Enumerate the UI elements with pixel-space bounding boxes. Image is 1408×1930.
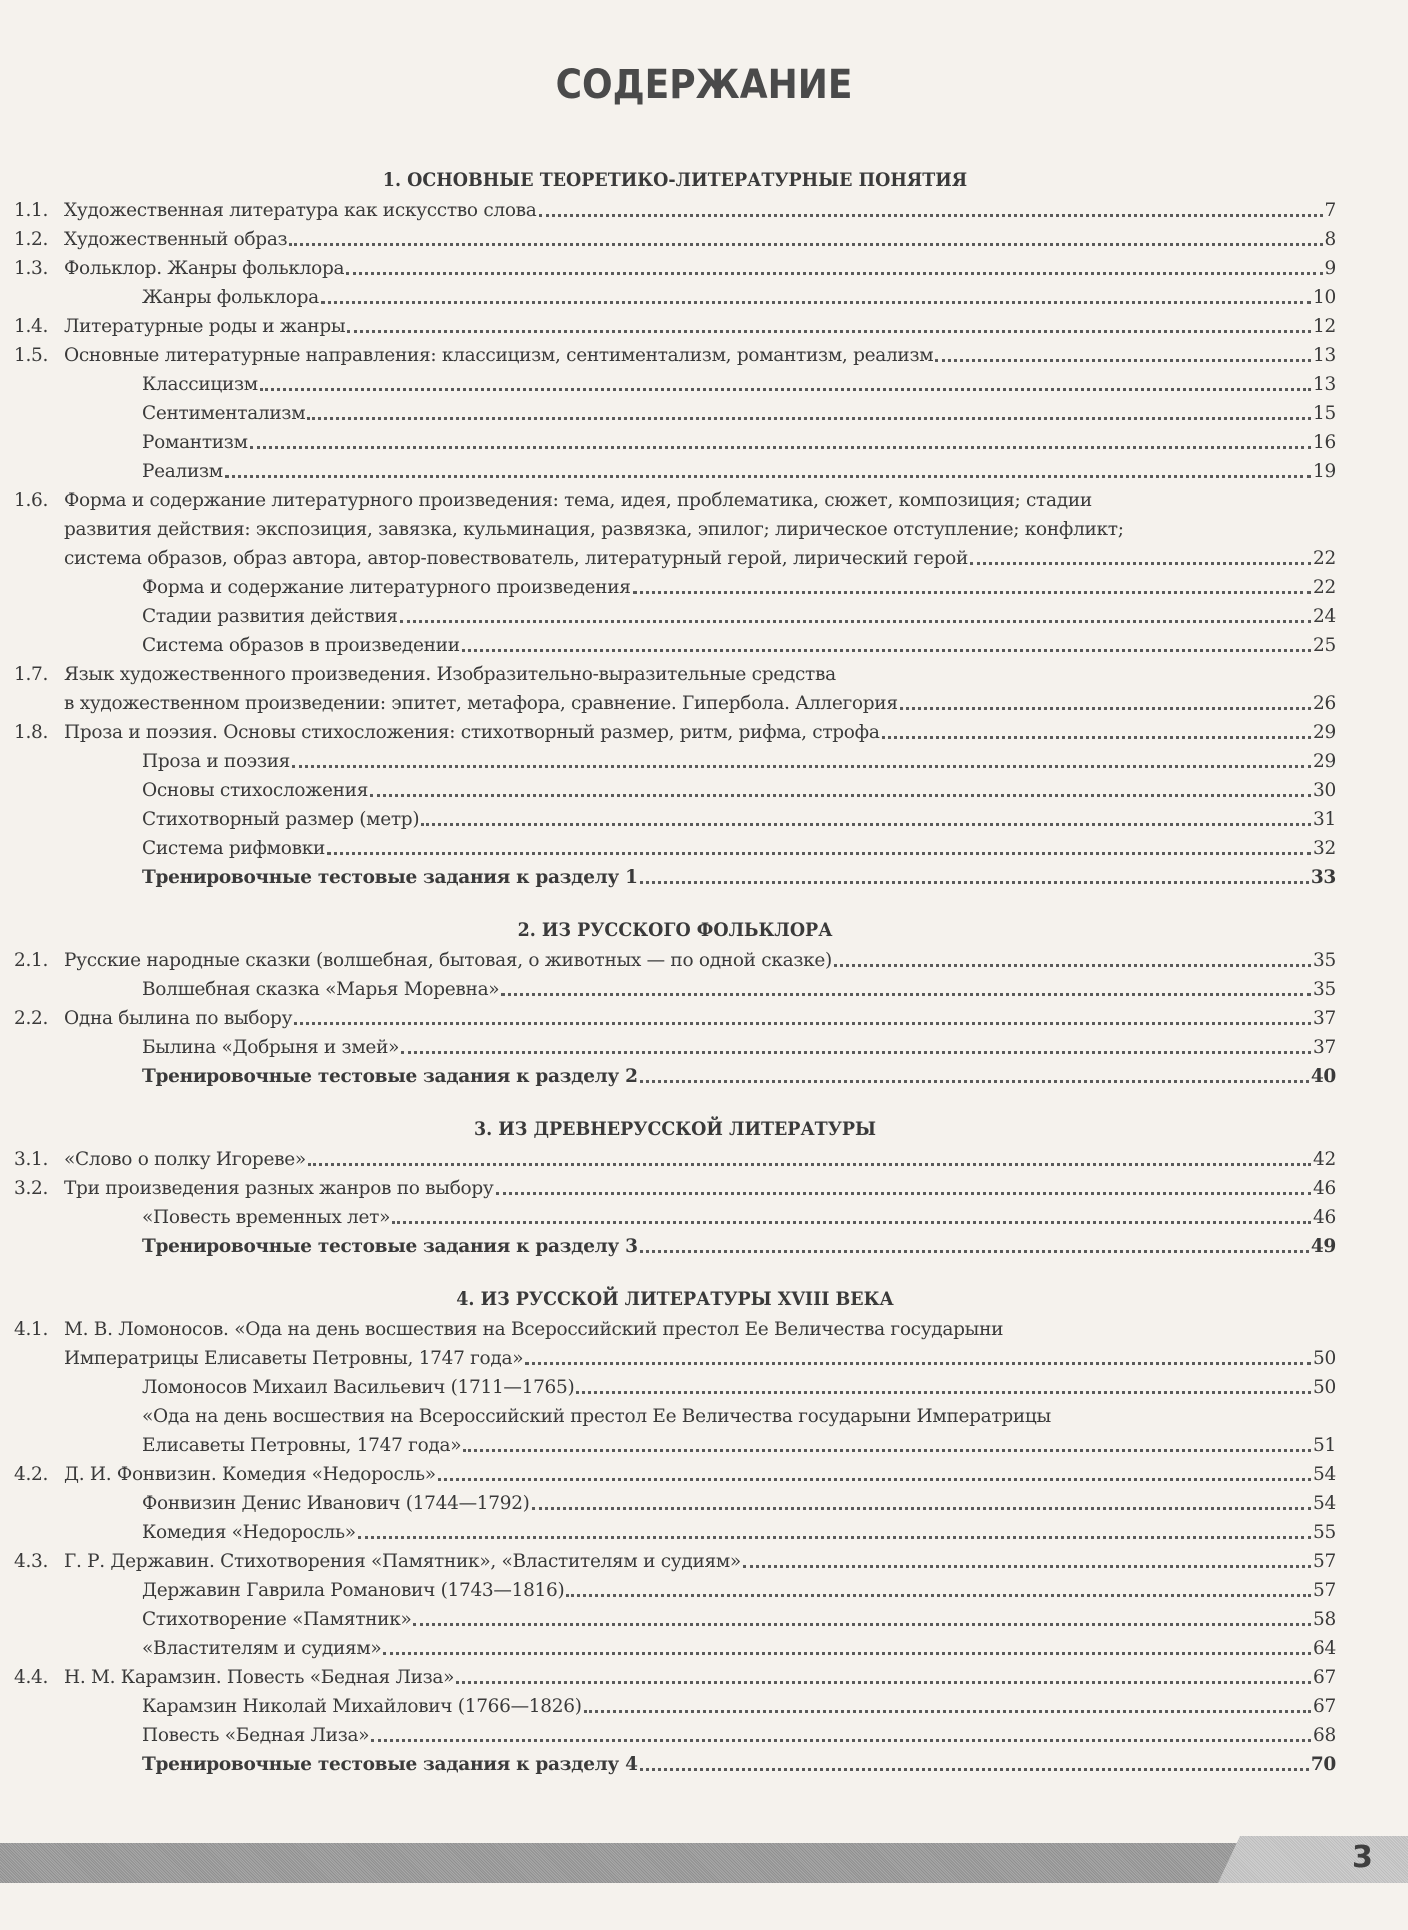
toc-subentry[interactable] xyxy=(14,1402,1336,1460)
toc-page-number: 68 xyxy=(1313,1725,1336,1746)
dot-leader xyxy=(576,1390,1311,1394)
section-heading: 3. ИЗ ДРЕВНЕРУССКОЙ ЛИТЕРАТУРЫ xyxy=(473,1118,877,1140)
toc-entry[interactable] xyxy=(14,660,1336,718)
toc-page-number: 10 xyxy=(1313,287,1336,308)
toc-entry-title: Стихотворный размер (метр) xyxy=(142,809,420,830)
toc-entry[interactable] xyxy=(14,1315,1336,1373)
section-heading: 4. ИЗ РУССКОЙ ЛИТЕРАТУРЫ XVIII ВЕКА xyxy=(456,1288,894,1310)
footer-decorative-bar xyxy=(0,1843,1240,1883)
toc-entry-title: Форма и содержание литературного произведения: тема, идея, проблематика, сюжет, композиция; стадии xyxy=(64,490,1092,511)
toc-entry-number: 2.2. xyxy=(14,1008,49,1029)
toc-entry-title: Н. М. Карамзин. Повесть «Бедная Лиза» xyxy=(64,1667,455,1688)
toc-entry[interactable] xyxy=(14,1460,1336,1489)
toc-entry[interactable] xyxy=(14,1663,1336,1692)
dot-leader xyxy=(640,1767,1309,1771)
toc-entry-title: Литературные роды и жанры xyxy=(64,316,346,337)
toc-page-number: 57 xyxy=(1313,1580,1336,1601)
dot-leader xyxy=(307,416,1311,420)
toc-subentry[interactable] xyxy=(14,1033,1336,1062)
toc-page-number: 51 xyxy=(1313,1435,1336,1456)
toc-subentry[interactable] xyxy=(14,283,1336,312)
toc-entry-title: «Повесть временных лет» xyxy=(142,1207,391,1228)
toc-subentry[interactable] xyxy=(14,1750,1336,1779)
dot-leader xyxy=(935,358,1311,362)
toc-entry-number: 1.2. xyxy=(14,229,49,250)
toc-entry-title: Классицизм xyxy=(142,374,258,395)
toc-entry-title: Тренировочные тестовые задания к разделу 2 xyxy=(142,1066,638,1087)
dot-leader xyxy=(370,793,1311,797)
toc-entry-number: 2.1. xyxy=(14,950,49,971)
page-title: СОДЕРЖАНИЕ xyxy=(555,62,853,108)
dot-leader xyxy=(225,474,1311,478)
toc-entry-title: Стадии развития действия xyxy=(142,606,398,627)
toc-entry-title: Три произведения разных жанров по выбору xyxy=(64,1178,494,1199)
toc-entry-title: Проза и поэзия xyxy=(142,751,291,772)
dot-leader xyxy=(456,1680,1311,1684)
dot-leader xyxy=(584,1709,1311,1713)
toc-page-number: 35 xyxy=(1313,979,1336,1000)
toc-entry[interactable] xyxy=(14,1004,1336,1033)
toc-subentry[interactable] xyxy=(14,1692,1336,1721)
toc-page-number: 26 xyxy=(1313,693,1336,714)
dot-leader xyxy=(743,1564,1311,1568)
toc-entry-number: 1.5. xyxy=(14,345,49,366)
dot-leader xyxy=(401,1050,1311,1054)
toc-subentry[interactable] xyxy=(14,1062,1336,1091)
dot-leader xyxy=(970,561,1311,565)
toc-page-number: 16 xyxy=(1313,432,1336,453)
toc-page-number: 12 xyxy=(1313,316,1336,337)
toc-entry-number: 1.7. xyxy=(14,664,49,685)
toc-entry-number: 1.4. xyxy=(14,316,49,337)
dot-leader xyxy=(294,1021,1311,1025)
toc-subentry[interactable] xyxy=(14,1232,1336,1261)
toc-entry-number: 4.2. xyxy=(14,1464,49,1485)
toc-subentry[interactable] xyxy=(14,975,1336,1004)
dot-leader xyxy=(882,735,1311,739)
toc-page-number: 30 xyxy=(1313,780,1336,801)
toc-entry-number: 3.1. xyxy=(14,1149,49,1170)
toc-entry-title: Тренировочные тестовые задания к разделу 4 xyxy=(142,1754,638,1775)
toc-entry-title: Реализм xyxy=(142,461,223,482)
dot-leader xyxy=(539,213,1323,217)
dot-leader xyxy=(640,1249,1309,1253)
toc-entry-number: 1.3. xyxy=(14,258,49,279)
toc-subentry[interactable] xyxy=(14,1576,1336,1605)
toc-entry-title: Тренировочные тестовые задания к разделу 1 xyxy=(142,867,638,888)
dot-leader xyxy=(383,1651,1311,1655)
toc-entry-title: Ломоносов Михаил Васильевич (1711—1765) xyxy=(142,1377,575,1398)
toc-page-number: 33 xyxy=(1310,867,1336,888)
toc-entry[interactable] xyxy=(14,341,1336,370)
toc-page-number: 40 xyxy=(1310,1066,1336,1087)
toc-page-number: 29 xyxy=(1313,751,1336,772)
toc-entry-title: Карамзин Николай Михайлович (1766—1826) xyxy=(142,1696,582,1717)
toc-page-number: 9 xyxy=(1324,258,1336,279)
toc-subentry[interactable] xyxy=(14,428,1336,457)
toc-entry-title: «Властителям и судиям» xyxy=(142,1638,382,1659)
dot-leader xyxy=(346,271,1322,275)
dot-leader xyxy=(292,764,1311,768)
toc-entry-title: Форма и содержание литературного произведения xyxy=(142,577,631,598)
toc-entry-title: развития действия: экспозиция, завязка, кульминация, развязка, эпилог; лирическое отступление; конфликт; xyxy=(64,519,1124,540)
toc-page-number: 50 xyxy=(1313,1377,1336,1398)
section-heading: 1. ОСНОВНЫЕ ТЕОРЕТИКО-ЛИТЕРАТУРНЫЕ ПОНЯТИЯ xyxy=(382,169,968,191)
toc-entry-title: Система рифмовки xyxy=(142,838,326,859)
toc-page-number: 22 xyxy=(1313,577,1336,598)
toc-subentry[interactable] xyxy=(14,1605,1336,1634)
toc-entry-title: Стихотворение «Памятник» xyxy=(142,1609,412,1630)
dot-leader xyxy=(347,329,1311,333)
toc-page-number: 13 xyxy=(1313,374,1336,395)
toc-page-number: 31 xyxy=(1313,809,1336,830)
toc-entry-number: 1.8. xyxy=(14,722,49,743)
dot-leader xyxy=(421,822,1311,826)
toc-entry-title: «Ода на день восшествия на Всероссийский престол Ее Величества государыни Императрицы xyxy=(142,1406,1051,1427)
dot-leader xyxy=(321,300,1311,304)
dot-leader xyxy=(525,1361,1311,1365)
toc-page-number: 25 xyxy=(1313,635,1336,656)
toc-subentry[interactable] xyxy=(14,1203,1336,1232)
toc-entry-title: Проза и поэзия. Основы стихосложения: стихотворный размер, ритм, рифма, строфа xyxy=(64,722,880,743)
footer-page-tab xyxy=(1218,1836,1408,1883)
toc-entry-number: 3.2. xyxy=(14,1178,49,1199)
dot-leader xyxy=(392,1220,1311,1224)
toc-entry[interactable] xyxy=(14,225,1336,254)
toc-entry-title: Жанры фольклора xyxy=(142,287,319,308)
toc-page-number: 70 xyxy=(1310,1754,1336,1775)
toc-subentry[interactable] xyxy=(14,747,1336,776)
toc-page-number: 8 xyxy=(1324,229,1336,250)
dot-leader xyxy=(308,1162,1311,1166)
toc-entry[interactable] xyxy=(14,946,1336,975)
toc-entry-title: Державин Гаврила Романович (1743—1816) xyxy=(142,1580,565,1601)
toc-entry-number: 4.1. xyxy=(14,1319,49,1340)
toc-subentry[interactable] xyxy=(14,1373,1336,1402)
table-of-contents xyxy=(14,164,1336,1779)
dot-leader xyxy=(496,1191,1312,1195)
toc-page-number: 67 xyxy=(1313,1667,1336,1688)
toc-subentry[interactable] xyxy=(14,1721,1336,1750)
dot-leader xyxy=(463,1448,1311,1452)
toc-entry-title: в художественном произведении: эпитет, метафора, сравнение. Гипербола. Аллегория xyxy=(64,693,898,714)
dot-leader xyxy=(250,445,1311,449)
toc-entry[interactable] xyxy=(14,486,1336,573)
toc-entry-title: Русские народные сказки (волшебная, бытовая, о животных — по одной сказке) xyxy=(64,950,832,971)
toc-subentry[interactable] xyxy=(14,399,1336,428)
toc-page-number: 24 xyxy=(1313,606,1336,627)
toc-entry-title: Фольклор. Жанры фольклора xyxy=(64,258,345,279)
toc-page-number: 22 xyxy=(1313,548,1336,569)
toc-entry-title: «Слово о полку Игореве» xyxy=(64,1149,306,1170)
toc-entry-title: Комедия «Недоросль» xyxy=(142,1522,356,1543)
toc-entry-title: Язык художественного произведения. Изобразительно-выразительные средства xyxy=(64,664,836,685)
dot-leader xyxy=(566,1593,1311,1597)
toc-entry-number: 1.6. xyxy=(14,490,49,511)
toc-entry-title: Тренировочные тестовые задания к разделу 3 xyxy=(142,1236,638,1257)
toc-subentry[interactable] xyxy=(14,457,1336,486)
toc-subentry[interactable] xyxy=(14,631,1336,660)
dot-leader xyxy=(413,1622,1311,1626)
toc-page-number: 32 xyxy=(1313,838,1336,859)
toc-entry-title: Романтизм xyxy=(142,432,248,453)
toc-entry-title: Основные литературные направления: классицизм, сентиментализм, романтизм, реализм xyxy=(64,345,934,366)
toc-entry-number: 4.4. xyxy=(14,1667,49,1688)
toc-entry-title: Повесть «Бедная Лиза» xyxy=(142,1725,370,1746)
toc-entry-title: Художественный образ xyxy=(64,229,288,250)
toc-page-number: 42 xyxy=(1313,1149,1336,1170)
toc-entry-title: Д. И. Фонвизин. Комедия «Недоросль» xyxy=(64,1464,436,1485)
dot-leader xyxy=(532,1506,1311,1510)
dot-leader xyxy=(640,1079,1309,1083)
dot-leader xyxy=(260,387,1311,391)
toc-entry-title: Фонвизин Денис Иванович (1744—1792) xyxy=(142,1493,530,1514)
toc-subentry[interactable] xyxy=(14,776,1336,805)
toc-page-number: 55 xyxy=(1313,1522,1336,1543)
dot-leader xyxy=(640,880,1309,884)
page-number: 3 xyxy=(1352,1840,1373,1875)
toc-entry-title: Система образов в произведении xyxy=(142,635,460,656)
toc-entry[interactable] xyxy=(14,718,1336,747)
toc-entry-title: Волшебная сказка «Марья Моревна» xyxy=(142,979,500,1000)
dot-leader xyxy=(327,851,1311,855)
toc-entry[interactable] xyxy=(14,254,1336,283)
toc-entry[interactable] xyxy=(14,1145,1336,1174)
toc-entry-title: Художественная литература как искусство слова xyxy=(64,200,537,221)
toc-page-number: 49 xyxy=(1310,1236,1336,1257)
toc-entry-title: Сентиментализм xyxy=(142,403,306,424)
toc-page-number: 50 xyxy=(1313,1348,1336,1369)
toc-page-number: 7 xyxy=(1324,200,1336,221)
toc-page-number: 54 xyxy=(1313,1493,1336,1514)
toc-subentry[interactable] xyxy=(14,1518,1336,1547)
toc-page-number: 13 xyxy=(1313,345,1336,366)
toc-page-number: 67 xyxy=(1313,1696,1336,1717)
toc-entry-number: 4.3. xyxy=(14,1551,49,1572)
dot-leader xyxy=(501,992,1311,996)
toc-entry-title: Одна былина по выбору xyxy=(64,1008,293,1029)
toc-subentry[interactable] xyxy=(14,1489,1336,1518)
toc-page-number: 64 xyxy=(1313,1638,1336,1659)
toc-page-number: 15 xyxy=(1313,403,1336,424)
toc-page-number: 58 xyxy=(1313,1609,1336,1630)
dot-leader xyxy=(400,619,1311,623)
dot-leader xyxy=(371,1738,1311,1742)
toc-entry-title: Императрицы Елисаветы Петровны, 1747 года» xyxy=(64,1348,524,1369)
toc-page-number: 37 xyxy=(1313,1037,1336,1058)
toc-entry-title: Г. Р. Державин. Стихотворения «Памятник», «Властителям и судиям» xyxy=(64,1551,741,1572)
toc-entry[interactable] xyxy=(14,312,1336,341)
toc-entry[interactable] xyxy=(14,1174,1336,1203)
toc-subentry[interactable] xyxy=(14,834,1336,863)
toc-entry[interactable] xyxy=(14,196,1336,225)
toc-entry-number: 1.1. xyxy=(14,200,49,221)
toc-subentry[interactable] xyxy=(14,805,1336,834)
dot-leader xyxy=(900,706,1311,710)
dot-leader xyxy=(462,648,1311,652)
toc-entry-title: система образов, образ автора, автор-повествователь, литературный герой, лирический герой xyxy=(64,548,968,569)
toc-subentry[interactable] xyxy=(14,1634,1336,1663)
toc-subentry[interactable] xyxy=(14,573,1336,602)
toc-entry-title: Основы стихосложения xyxy=(142,780,369,801)
dot-leader xyxy=(358,1535,1311,1539)
toc-page-number: 54 xyxy=(1313,1464,1336,1485)
dot-leader xyxy=(834,963,1311,967)
toc-page-number: 35 xyxy=(1313,950,1336,971)
toc-subentry[interactable] xyxy=(14,370,1336,399)
section-heading: 2. ИЗ РУССКОГО ФОЛЬКЛОРА xyxy=(517,919,833,941)
toc-entry-title: Былина «Добрыня и змей» xyxy=(142,1037,400,1058)
toc-entry[interactable] xyxy=(14,1547,1336,1576)
toc-page-number: 29 xyxy=(1313,722,1336,743)
dot-leader xyxy=(438,1477,1311,1481)
toc-subentry[interactable] xyxy=(14,602,1336,631)
toc-page-number: 46 xyxy=(1313,1178,1336,1199)
dot-leader xyxy=(289,242,1322,246)
dot-leader xyxy=(633,590,1311,594)
toc-page-number: 57 xyxy=(1313,1551,1336,1572)
toc-page-number: 46 xyxy=(1313,1207,1336,1228)
toc-page-number: 19 xyxy=(1313,461,1336,482)
toc-entry-title: М. В. Ломоносов. «Ода на день восшествия на Всероссийский престол Ее Величества государыни xyxy=(64,1319,1004,1340)
toc-page-number: 37 xyxy=(1313,1008,1336,1029)
toc-entry-title: Елисаветы Петровны, 1747 года» xyxy=(142,1435,462,1456)
toc-subentry[interactable] xyxy=(14,863,1336,892)
